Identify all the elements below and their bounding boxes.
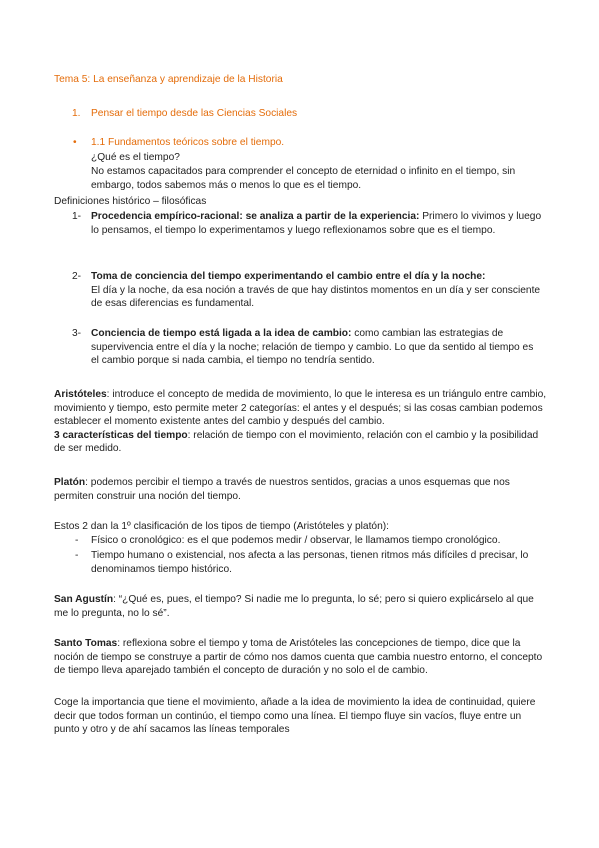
classification-intro: Estos 2 dan la 1º clasificación de los tipos de tiempo (Aristóteles y platón): xyxy=(54,521,389,532)
list-item-text: El día y la noche, da esa noción a través de que hay distintos momentos en un día y ser consciente de esas diferencias es fundamental. xyxy=(91,284,541,309)
platon-text: : podemos percibir el tiempo a través de nuestros sentidos, gracias a unos esquemas que nos permiten construir una noción del tiempo. xyxy=(54,477,510,502)
list-item xyxy=(91,270,541,311)
definitions-heading: Definiciones histórico – filosóficas xyxy=(54,196,207,207)
section-heading: Pensar el tiempo desde las Ciencias Sociales xyxy=(91,108,298,119)
caracteristicas-label: 3 características del tiempo xyxy=(54,429,188,441)
santo-tomas-text: : reflexiona sobre el tiempo y toma de Aristóteles las concepciones de tiempo, dice que la noción de tiempo se construye a partir de cómo nos damos cuenta que cambia nuestro entorno, el concepto de tiempo lleva aparejado también el concepto de duración y no solo el de cambio. xyxy=(54,638,543,676)
platon-paragraph xyxy=(54,476,549,503)
section-number: 1. xyxy=(72,108,81,119)
document-title: Tema 5: La enseñanza y aprendizaje de la Historia xyxy=(54,74,283,85)
intro-paragraph: No estamos capacitados para comprender el concepto de eternidad o infinito en el tiempo, sin embargo, todos sabemos más o menos lo que es el tiempo. xyxy=(91,166,516,191)
bullet-icon: • xyxy=(73,137,77,148)
list-item-text: como cambian las estrategias de supervivencia entre el día y la noche; relación de tiempo y cambio. Lo que da sentido al tiempo es el cambio porque si nada cambia, el tiempo no tendría sentido. xyxy=(91,328,534,366)
san-agustin-text: : “¿Qué es, pues, el tiempo? Si nadie me lo pregunta, lo sé; pero si quiero explicárselo al que me lo pregunta, no lo sé”. xyxy=(54,594,534,619)
dash-marker: - xyxy=(75,535,79,546)
aristoteles-text: : introduce el concepto de medida de movimiento, lo que le interesa es un triángulo entre cambio, movimiento y tiempo, esto permite meter 2 categorías: el antes y el después; si las cosas cambian podemos establecer el momento existente antes del cambio y después del cambio. xyxy=(54,389,547,427)
dash-marker: - xyxy=(75,550,79,561)
question-line: ¿Qué es el tiempo? xyxy=(91,152,180,163)
subsection-heading: 1.1 Fundamentos teóricos sobre el tiempo. xyxy=(91,137,285,148)
list-item xyxy=(91,210,543,237)
list-item-bold: Conciencia de tiempo está ligada a la idea de cambio: xyxy=(91,328,352,339)
platon-label: Platón xyxy=(54,477,86,488)
caracteristicas-text: : relación de tiempo con el movimiento, relación con el cambio y la posibilidad de ser medido. xyxy=(54,429,539,454)
santo-tomas-paragraph xyxy=(54,637,549,678)
list-item-bold: Toma de conciencia del tiempo experimentando el cambio entre el día y la noche: xyxy=(91,271,486,282)
aristoteles-label: Aristóteles xyxy=(54,389,107,400)
list-item xyxy=(91,327,536,368)
final-paragraph: Coge la importancia que tiene el movimiento, añade a la idea de movimiento la idea de continuidad, quiere decir que todos forman un continúo, el tiempo como una línea. El tiempo fluye sin vacíos, fluye entre un punto y otro y de ahí sacamos las líneas temporales xyxy=(54,697,536,735)
list-number: 3- xyxy=(72,328,82,339)
santo-tomas-label: Santo Tomas xyxy=(54,638,118,649)
list-item-text: Primero lo vivimos y luego lo pensamos, el tiempo lo experimentamos y luego reflexionamos sobre que es el tiempo. xyxy=(91,211,542,236)
dash-list-item: Físico o cronológico: es el que podemos medir / observar, le llamamos tiempo cronológico. xyxy=(91,535,501,546)
list-number: 2- xyxy=(72,271,82,282)
san-agustin-paragraph xyxy=(54,593,549,620)
dash-list-item: Tiempo humano o existencial, nos afecta a las personas, tienen ritmos más difíciles d precisar, lo denominamos tiempo histórico. xyxy=(91,550,529,575)
list-item-bold: Procedencia empírico-racional: se analiza a partir de la experiencia: xyxy=(91,211,420,222)
list-number: 1- xyxy=(72,211,82,222)
aristoteles-paragraph xyxy=(54,388,549,456)
san-agustin-label: San Agustín xyxy=(54,594,114,605)
